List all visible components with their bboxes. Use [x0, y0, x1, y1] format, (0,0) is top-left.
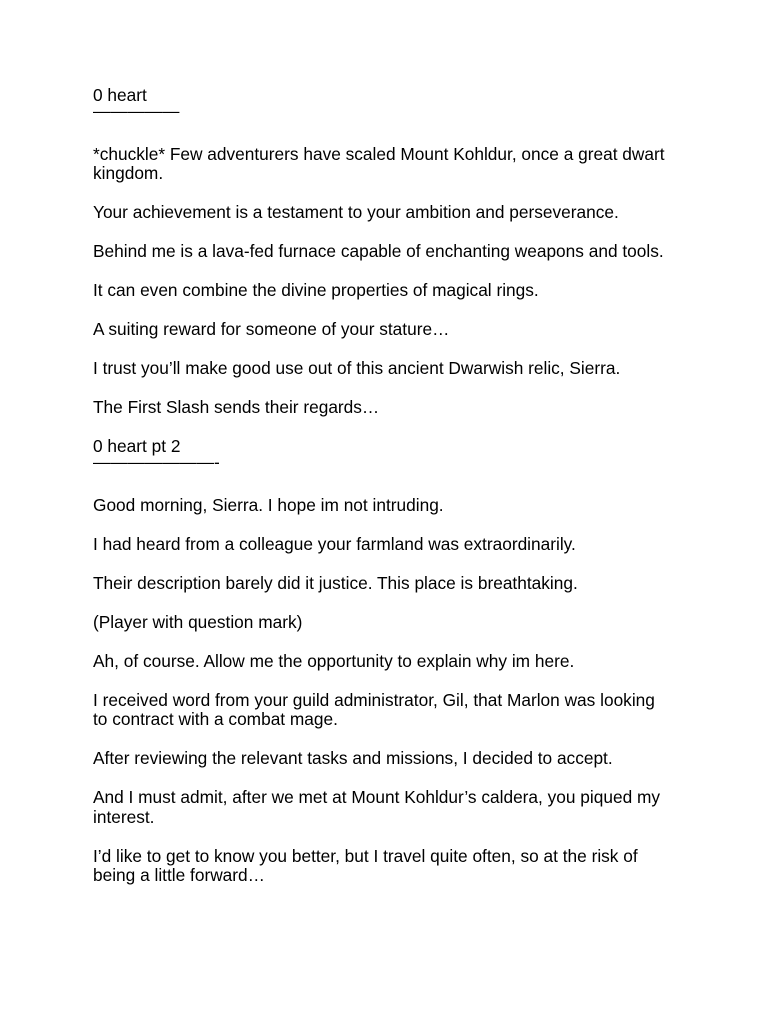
- document-page: [93, 86, 673, 905]
- paragraph: I’d like to get to know you better, but I travel quite often, so at the risk of being a little forward…: [93, 845, 638, 885]
- paragraph: A suiting reward for someone of your stature…: [93, 319, 450, 339]
- section-0-heart: [93, 86, 673, 418]
- section-rule: —————: [93, 100, 180, 121]
- paragraph: Ah, of course. Allow me the opportunity to explain why im here.: [93, 650, 575, 671]
- paragraph: (Player with question mark): [93, 611, 303, 632]
- paragraph: The First Slash sends their regards…: [93, 397, 380, 417]
- paragraph: I trust you’ll make good use out of this ancient Dwarwish relic, Sierra.: [93, 358, 621, 378]
- paragraph: *chuckle* Few adventurers have scaled Mount Kohldur, once a great dwart kingdom.: [93, 143, 665, 183]
- paragraph: After reviewing the relevant tasks and missions, I decided to accept.: [93, 748, 613, 768]
- paragraph: And I must admit, after we met at Mount Kohldur’s caldera, you piqued my interest.: [93, 787, 661, 827]
- section-0-heart-pt-2: [93, 437, 673, 886]
- paragraph: I received word from your guild administrator, Gil, that Marlon was looking to contract with a combat mage.: [93, 689, 655, 729]
- section-heading: 0 heart pt 2: [93, 436, 181, 456]
- section-heading: 0 heart: [93, 85, 147, 105]
- section-rule: ———————-: [93, 451, 220, 472]
- paragraph: Your achievement is a testament to your ambition and perseverance.: [93, 202, 619, 222]
- paragraph: Good morning, Sierra. I hope im not intruding.: [93, 494, 444, 515]
- paragraph: I had heard from a colleague your farmland was extraordinarily.: [93, 533, 576, 554]
- paragraph: Behind me is a lava-fed furnace capable of enchanting weapons and tools.: [93, 241, 664, 261]
- paragraph: It can even combine the divine properties of magical rings.: [93, 280, 539, 300]
- paragraph: Their description barely did it justice. This place is breathtaking.: [93, 572, 578, 593]
